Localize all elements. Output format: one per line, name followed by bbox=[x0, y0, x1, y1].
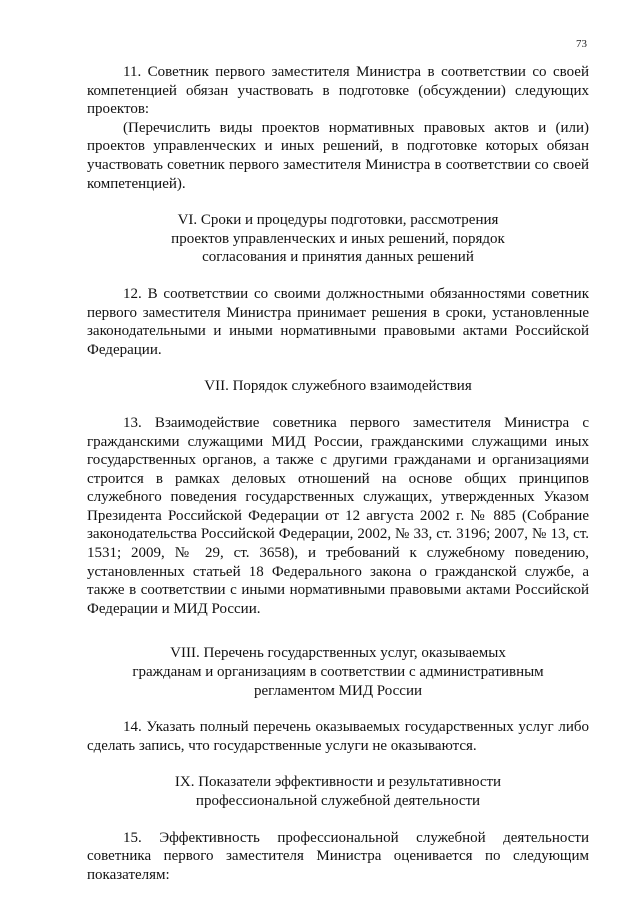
section-heading-6-line: проектов управленческих и иных решений, порядок bbox=[171, 230, 505, 247]
section-heading-8-line: VIII. Перечень государственных услуг, оказываемых bbox=[170, 645, 506, 662]
section-heading-9-line: IX. Показатели эффективности и результативности bbox=[174, 774, 502, 791]
section-heading-8-line: регламентом МИД России bbox=[253, 682, 423, 699]
paragraph-13: 13. Взаимодействие советника первого заместителя Министра с гражданскими служащими МИД России, гражданскими служащими иных государственных органов, а также с другими гражданами и организациями строится в рамках деловых отношений на основе общих принципов служебного поведения государственных служащих, утвержденных Указом Президента Российской Федерации от 12 августа 2002 г. № 885 (Собрание законодательства Российской Федерации, 2002, № 33, ст. 3196; 2007, № 13, ст. 1531; 2009, № 29, ст. 3658), и требований к служебному поведению, установленных статьей 18 Федерального закона о гражданской службе, а также в соответствии с иными нормативными правовыми актами Российской Федерации и МИД России. bbox=[87, 414, 589, 617]
document-body bbox=[87, 63, 589, 884]
section-heading-7-line: VII. Порядок служебного взаимодействия bbox=[204, 378, 472, 395]
section-heading-8 bbox=[87, 644, 589, 700]
paragraph-11: 11. Советник первого заместителя Министра в соответствии со своей компетенцией обязан участвовать в подготовке (обсуждении) следующих проектов: bbox=[87, 64, 589, 118]
page-number: 73 bbox=[576, 38, 587, 50]
section-heading-7 bbox=[87, 377, 589, 396]
section-heading-8-line: гражданам и организациям в соответствии с административным bbox=[132, 664, 544, 681]
section-heading-9-line: профессиональной служебной деятельности bbox=[195, 793, 481, 809]
paragraph-11-note: (Перечислить виды проектов нормативных правовых актов и (или) проектов управленческих и иных решений, в подготовке которых обязан участвовать советник первого заместителя Министра в соответствии со своей компетенцией). bbox=[87, 119, 589, 192]
paragraph-12: 12. В соответствии со своими должностными обязанностями советник первого заместителя Министра принимает решения в сроки, установленные законодательными и иными нормативными правовыми актами Российской Федерации. bbox=[87, 285, 589, 358]
paragraph-15: 15. Эффективность профессиональной служебной деятельности советника первого заместителя Министра оценивается по следующим показателям: bbox=[87, 829, 589, 883]
section-heading-6-line: VI. Сроки и процедуры подготовки, рассмотрения bbox=[177, 212, 499, 229]
section-heading-6 bbox=[87, 211, 589, 267]
section-heading-9 bbox=[87, 773, 589, 810]
section-heading-6-line: согласования и принятия данных решений bbox=[202, 249, 474, 266]
paragraph-14: 14. Указать полный перечень оказываемых государственных услуг либо сделать запись, что государственные услуги не оказываются. bbox=[87, 719, 589, 754]
